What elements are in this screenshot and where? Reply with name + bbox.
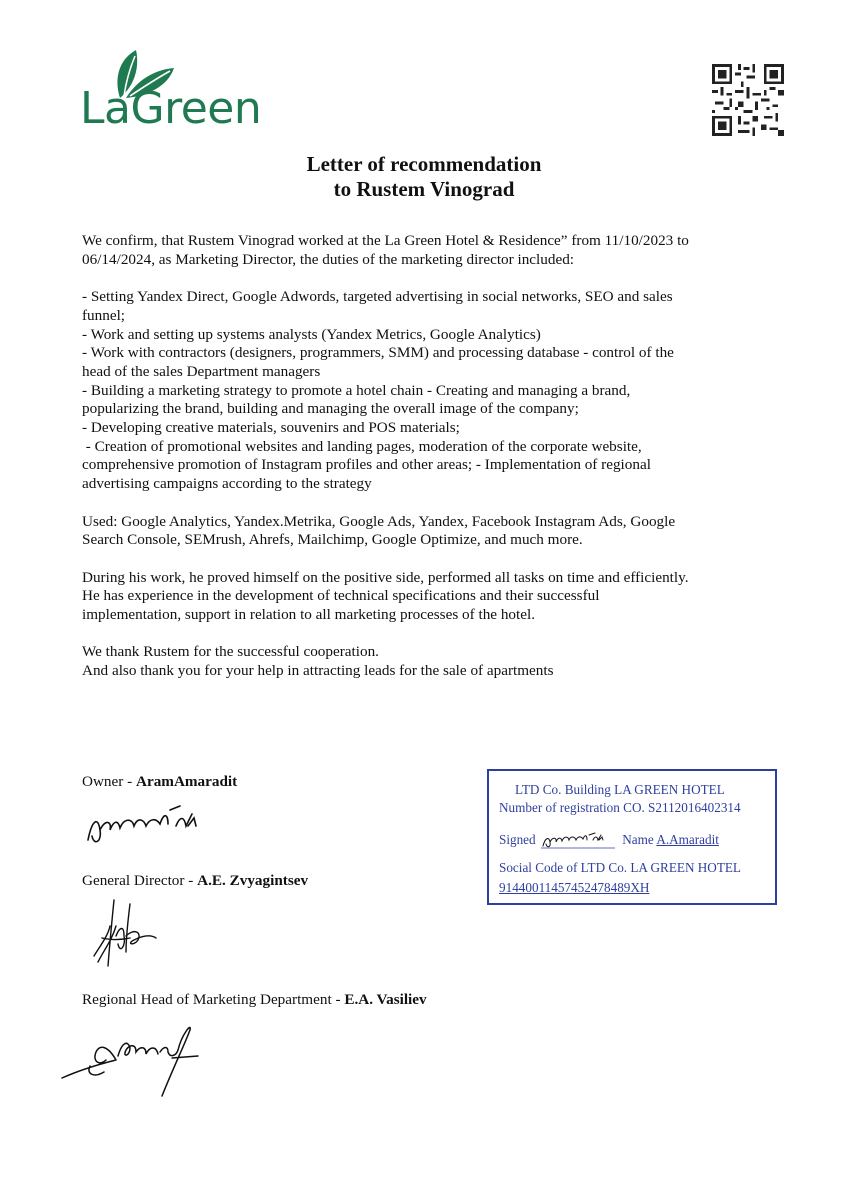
owner-signature — [84, 800, 214, 850]
letter-body — [82, 232, 772, 681]
director-signature — [90, 896, 160, 968]
stamp-signed-label: Signed — [499, 832, 536, 847]
director-name: A.E. Zvyagintsev — [197, 872, 309, 889]
regional-role: Regional Head of Marketing Department - — [82, 991, 345, 1008]
duty-line: - Work with contractors (designers, programmers, SMM) and processing database - control of the — [82, 344, 674, 362]
thanks-line: We thank Rustem for the successful cooperation. — [82, 643, 379, 661]
duty-line: - Creation of promotional websites and landing pages, moderation of the corporate website, — [82, 437, 642, 455]
duty-line: funnel; — [82, 306, 126, 324]
title-line-1: Letter of recommendation — [306, 152, 542, 176]
logo-text: LaGreen — [80, 83, 262, 134]
thanks-line: And also thank you for your help in attracting leads for the sale of apartments — [82, 662, 554, 680]
stamp-name-label: Name — [622, 832, 654, 847]
duty-line: comprehensive promotion of Instagram profiles and other areas; - Implementation of regional — [82, 456, 651, 474]
tools-line: Used: Google Analytics, Yandex.Metrika, Google Ads, Yandex, Facebook Instagram Ads, Google — [82, 512, 676, 530]
assessment-line: implementation, support in relation to all marketing processes of the hotel. — [82, 606, 535, 624]
duty-line: head of the sales Department managers — [82, 362, 321, 380]
stamp-signature — [541, 832, 615, 850]
duty-line: - Developing creative materials, souvenirs and POS materials; — [82, 419, 460, 437]
stamp-company: LTD Co. Building LA GREEN HOTEL — [515, 782, 725, 797]
owner-role: Owner - — [82, 773, 136, 790]
stamp-registration: Number of registration CO. S2112016402314 — [499, 800, 741, 815]
duty-line: advertising campaigns according to the strategy — [82, 475, 372, 493]
tools-line: Search Console, SEMrush, Ahrefs, Mailchimp, Google Optimize, and much more. — [82, 531, 583, 549]
duty-line: - Work and setting up systems analysts (Yandex Metrics, Google Analytics) — [82, 325, 541, 343]
director-role: General Director - — [82, 872, 198, 889]
intro-line: We confirm, that Rustem Vinograd worked at the La Green Hotel & Residence” from 11/10/2023 to — [82, 232, 689, 249]
duty-line: popularizing the brand, building and managing the overall image of the company; — [82, 400, 579, 418]
stamp-social-code-label: Social Code of LTD Co. LA GREEN HOTEL — [499, 860, 741, 875]
regional-name: E.A. Vasiliev — [344, 991, 427, 1008]
stamp-social-code: 91440011457452478489XH — [499, 880, 650, 895]
letter-title — [0, 152, 848, 202]
stamp-name-value: A.Amaradit — [656, 832, 719, 847]
title-line-2: to Rustem Vinograd — [333, 177, 515, 201]
regional-signatory — [82, 990, 427, 1009]
owner-signatory — [82, 772, 237, 791]
qr-code-icon — [712, 64, 784, 136]
intro-line: 06/14/2024, as Marketing Director, the duties of the marketing director included: — [82, 250, 575, 268]
assessment-line: He has experience in the development of technical specifications and their successful — [82, 587, 600, 605]
assessment-line: During his work, he proved himself on the positive side, performed all tasks on time and efficiently. — [82, 568, 689, 586]
stamp-signed-row — [499, 829, 719, 850]
director-signatory — [82, 871, 308, 890]
duty-line: - Setting Yandex Direct, Google Adwords, targeted advertising in social networks, SEO and sales — [82, 288, 673, 306]
company-stamp — [487, 769, 777, 905]
owner-name: AramAmaradit — [135, 773, 238, 790]
duty-line: - Building a marketing strategy to promote a hotel chain - Creating and managing a brand, — [82, 381, 631, 399]
regional-signature — [60, 1016, 200, 1100]
